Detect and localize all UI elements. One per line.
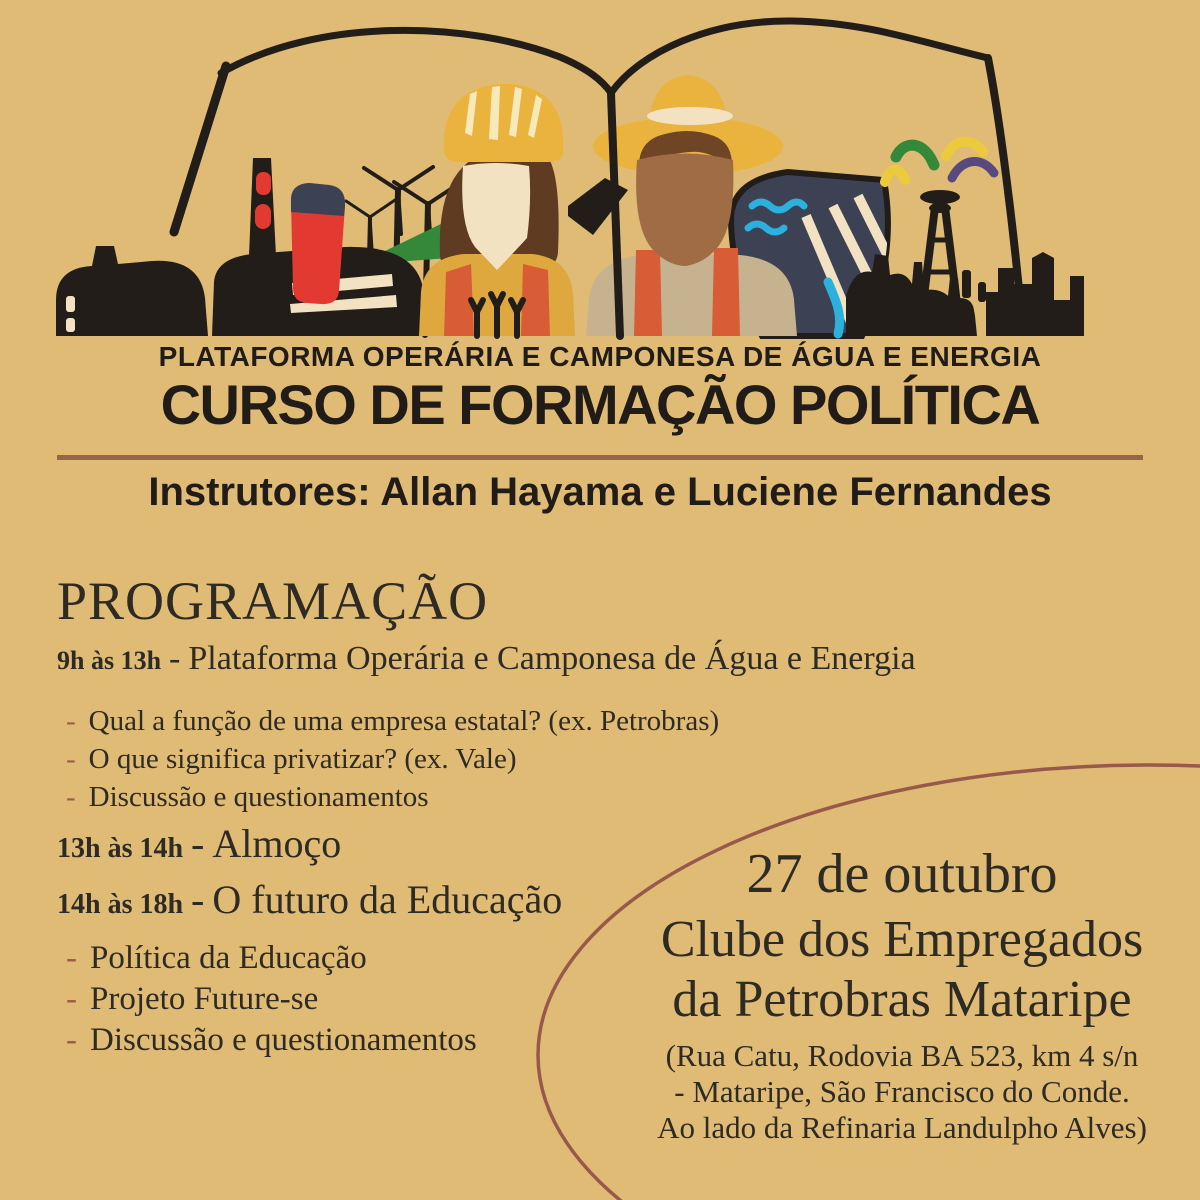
list-item xyxy=(66,979,477,1020)
bullet-dash: - xyxy=(66,743,76,775)
worker-figure xyxy=(419,84,575,336)
event-date: 27 de outubro xyxy=(746,843,1058,905)
list-item xyxy=(66,1020,477,1061)
oil-derrick-illustration xyxy=(900,190,986,336)
bullet-dash: - xyxy=(66,981,77,1017)
event-address-line3: Ao lado da Refinaria Landulpho Alves) xyxy=(657,1110,1147,1145)
bullet-dash: - xyxy=(66,940,77,976)
event-address-line1: (Rua Catu, Rodovia BA 523, km 4 s/n xyxy=(665,1038,1139,1073)
divider-line xyxy=(57,455,1143,460)
topic-text: Qual a função de uma empresa estatal? (ex. Petrobras) xyxy=(88,705,720,737)
session-3-title: O futuro da Educação xyxy=(212,877,563,922)
session-1-topics xyxy=(66,702,719,816)
session-1-time: 9h às 13h xyxy=(57,646,162,675)
session-2-separator: - xyxy=(191,821,205,866)
bullet-dash: - xyxy=(66,705,76,737)
program-title: PROGRAMAÇÃO xyxy=(57,571,489,631)
event-venue-line2: da Petrobras Mataripe xyxy=(672,971,1132,1028)
event-address-line2: - Mataripe, São Francisco do Conde. xyxy=(674,1074,1130,1109)
topic-text: O que significa privatizar? (ex. Vale) xyxy=(88,743,517,775)
bullet-dash: - xyxy=(66,781,76,813)
session-2-title: Almoço xyxy=(212,821,342,866)
session-1-header xyxy=(57,640,916,678)
session-2-header xyxy=(57,820,341,867)
session-3-header xyxy=(57,876,562,923)
topic-text: Discussão e questionamentos xyxy=(90,1022,477,1058)
list-item xyxy=(66,938,477,979)
list-item xyxy=(66,702,719,740)
topic-text: Discussão e questionamentos xyxy=(88,781,429,813)
instructors-line: Instrutores: Allan Hayama e Luciene Fernandes xyxy=(148,470,1052,514)
poster-title: CURSO DE FORMAÇÃO POLÍTICA xyxy=(160,373,1040,436)
session-3-topics xyxy=(66,938,477,1061)
bullet-dash: - xyxy=(66,1022,77,1058)
list-item xyxy=(66,740,719,778)
event-venue-line1: Clube dos Empregados xyxy=(660,911,1144,968)
poster-subtitle: PLATAFORMA OPERÁRIA E CAMPONESA DE ÁGUA E ENERGIA xyxy=(158,341,1042,372)
session-1-title: Plataforma Operária e Camponesa de Água e Energia xyxy=(188,640,916,677)
oil-gusher-spray xyxy=(885,142,994,182)
session-3-separator: - xyxy=(191,877,205,922)
event-info xyxy=(616,842,1188,1146)
session-1-separator: - xyxy=(169,640,181,677)
topic-text: Projeto Future-se xyxy=(90,981,319,1017)
list-item xyxy=(66,778,719,816)
session-2-time: 13h às 14h xyxy=(57,833,184,864)
topic-text: Política da Educação xyxy=(90,940,367,976)
session-3-time: 14h às 18h xyxy=(57,889,184,920)
city-silhouette xyxy=(986,252,1084,336)
